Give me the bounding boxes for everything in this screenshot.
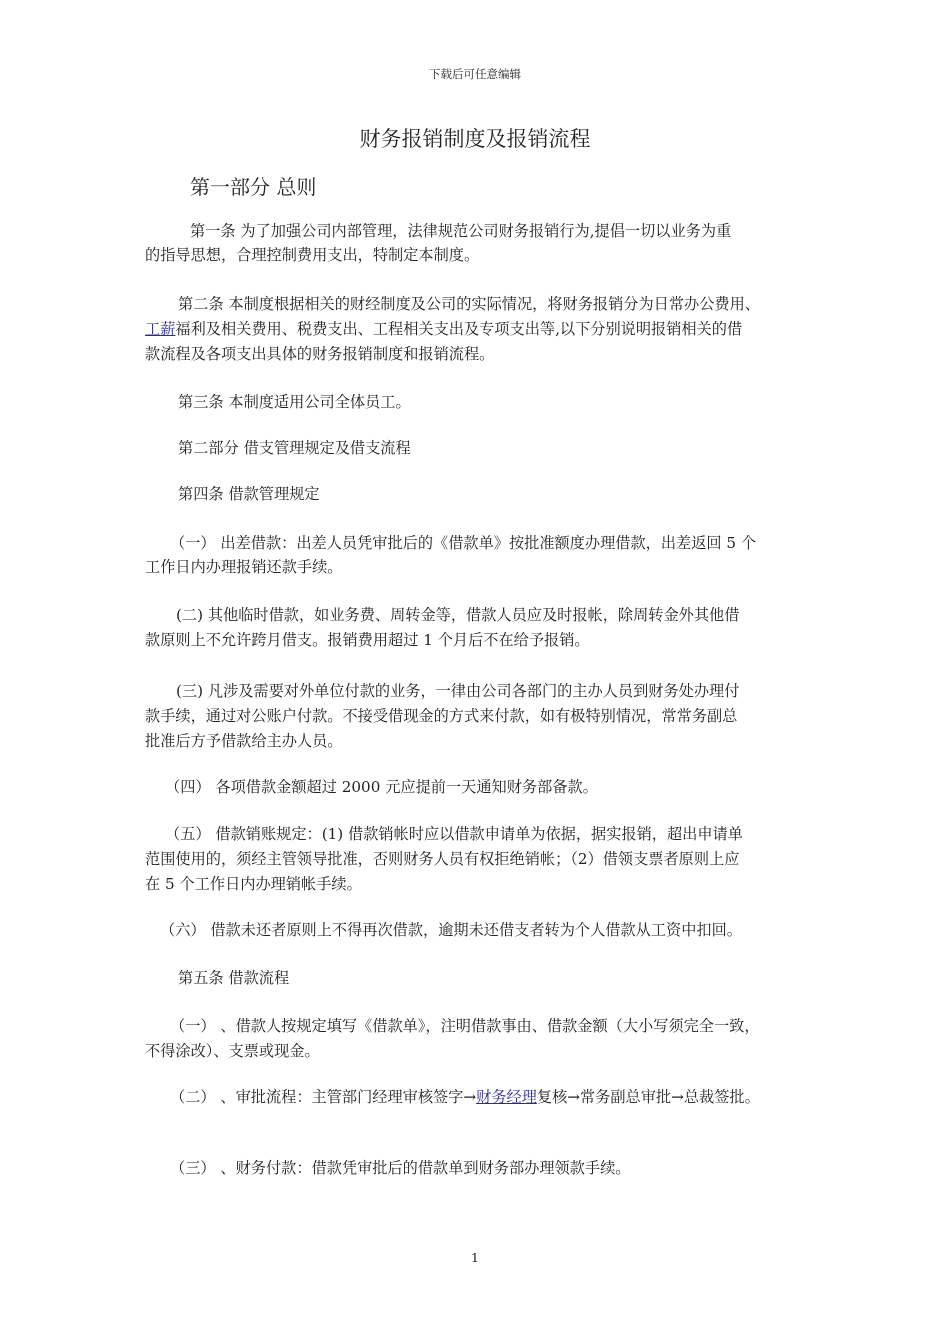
art4: 第四条 借款管理规定 (178, 485, 320, 503)
item1-line2: 工作日内办理报销还款手续。 (145, 558, 343, 576)
flow2-pre: （二） 、审批流程：主管部门经理审核签字→ (170, 1088, 477, 1106)
flow3: （三） 、财务付款：借款凭审批后的借款单到财务部办理领款手续。 (170, 1159, 631, 1177)
art1-line1: 第一条 为了加强公司内部管理，法律规范公司财务报销行为,提倡一切以业务为重 (190, 222, 732, 240)
page-header: 下载后可任意编辑 (429, 67, 521, 81)
art3: 第三条 本制度适用公司全体员工。 (178, 393, 411, 411)
finance-manager-link[interactable]: 财务经理 (476, 1088, 537, 1106)
art2-line3: 款流程及各项支出具体的财务报销制度和报销流程。 (145, 345, 495, 363)
art2-line2-text: 福利及相关费用、税费支出、工程相关支出及专项支出等,以下分别说明报销相关的借 (175, 320, 743, 338)
item2-line2: 款原则上不允许跨月借支。报销费用超过 1 个月后不在给予报销。 (145, 631, 590, 649)
item6: （六） 借款未还者原则上不得再次借款，逾期未还借支者转为个人借款从工资中扣回。 (160, 921, 742, 939)
part1-heading: 第一部分 总则 (190, 175, 317, 199)
art5: 第五条 借款流程 (178, 969, 290, 987)
flow2-post: 复核→常务副总审批→总裁签批。 (536, 1088, 760, 1106)
art1-line2: 的指导思想，合理控制费用支出，特制定本制度。 (145, 246, 480, 264)
item5-line1: （五） 借款销账规定：(1) 借款销帐时应以借款申请单为依据，据实报销，超出申请单 (165, 825, 743, 843)
item1-line1: （一） 出差借款：出差人员凭审批后的《借款单》按批准额度办理借款，出差返回 5 个 (170, 534, 757, 552)
item3-line1: (三) 凡涉及需要对外单位付款的业务，一律由公司各部门的主办人员到财务处办理付 (176, 682, 740, 700)
art2-line1: 第二条 本制度根据相关的财经制度及公司的实际情况，将财务报销分为日常办公费用、 (178, 295, 760, 313)
page-number: 1 (471, 1250, 479, 1265)
flow1-line2: 不得涂改）、支票或现金。 (145, 1042, 320, 1060)
item5-line3: 在 5 个工作日内办理销帐手续。 (145, 875, 362, 893)
wages-link[interactable]: 工薪 (145, 320, 176, 338)
item5-line2: 范围使用的，须经主管领导批准，否则财务人员有权拒绝销帐；（2）借领支票者原则上应 (145, 850, 740, 868)
art2-line2 (145, 317, 742, 341)
flow2 (170, 1085, 760, 1109)
item2-line1: (二) 其他临时借款，如业务费、周转金等，借款人员应及时报帐，除周转金外其他借 (176, 606, 740, 624)
part2-heading: 第二部分 借支管理规定及借支流程 (178, 439, 411, 457)
flow1-line1: （一） 、借款人按规定填写《借款单》，注明借款事由、借款金额（大小写须完全一致， (170, 1017, 760, 1035)
document-title: 财务报销制度及报销流程 (359, 127, 591, 151)
item4: （四） 各项借款金额超过 2000 元应提前一天通知财务部备款。 (165, 778, 598, 796)
item3-line2: 款手续，通过对公账户付款。不接受借现金的方式来付款，如有极特别情况，常常务副总 (145, 707, 738, 725)
item3-line3: 批准后方予借款给主办人员。 (145, 732, 343, 750)
